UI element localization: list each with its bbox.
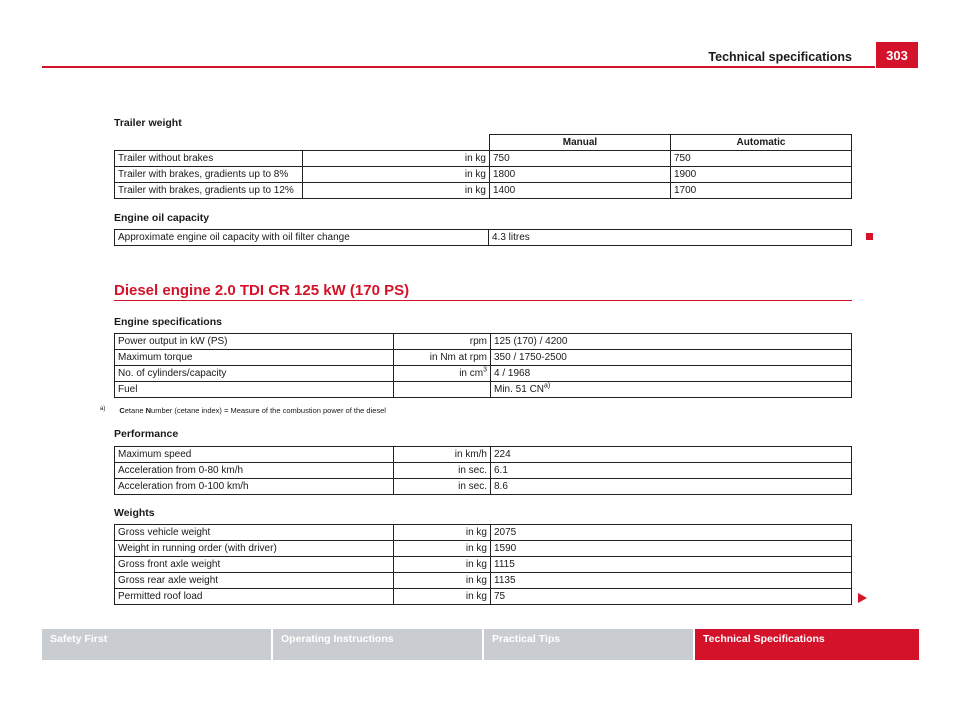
section-end-marker <box>866 233 873 240</box>
manual-value: 1800 <box>490 167 671 183</box>
row-value: 224 <box>491 447 852 463</box>
table-row <box>115 183 852 199</box>
row-label: Gross rear axle weight <box>115 573 394 589</box>
footnote-text: umber (cetane index) = Measure of the combustion power of the diesel <box>151 406 386 415</box>
row-value: 8.6 <box>491 479 852 495</box>
performance-table <box>114 446 852 495</box>
row-value: 2075 <box>491 525 852 541</box>
engine-spec-table <box>114 333 852 398</box>
unit-superscript: 3 <box>483 366 487 374</box>
blank-header-cell <box>115 135 490 151</box>
footnote-emphasis-c: C <box>119 406 125 415</box>
table-row <box>115 525 852 541</box>
table-row <box>115 463 852 479</box>
row-value: 4.3 litres <box>489 230 852 246</box>
row-value: 350 / 1750-2500 <box>491 350 852 366</box>
table-row <box>115 366 852 382</box>
row-label: No. of cylinders/capacity <box>115 366 394 382</box>
performance-heading: Performance <box>114 428 179 440</box>
table-row <box>115 447 852 463</box>
row-value: 1590 <box>491 541 852 557</box>
row-value: 4 / 1968 <box>491 366 852 382</box>
footer-nav <box>42 629 919 660</box>
row-value: 75 <box>491 589 852 605</box>
row-label: Maximum torque <box>115 350 394 366</box>
table-row <box>115 151 852 167</box>
table-row <box>115 557 852 573</box>
header-rule <box>42 66 875 68</box>
row-unit: in sec. <box>394 479 491 495</box>
row-label: Gross front axle weight <box>115 557 394 573</box>
footer-tab-operating-instructions[interactable]: Operating Instructions <box>273 629 482 660</box>
table-row <box>115 334 852 350</box>
row-unit <box>394 366 491 382</box>
row-value: 1115 <box>491 557 852 573</box>
row-label: Fuel <box>115 382 394 398</box>
table-row <box>115 167 852 183</box>
row-label: Approximate engine oil capacity with oil filter change <box>115 230 489 246</box>
trailer-weight-table <box>114 134 852 199</box>
table-header-row <box>115 135 852 151</box>
manual-value: 1400 <box>490 183 671 199</box>
footnote-reference: a) <box>544 382 551 390</box>
weights-heading: Weights <box>114 507 155 519</box>
column-header-automatic: Automatic <box>671 135 852 151</box>
page-number: 303 <box>876 42 918 68</box>
row-unit: in kg <box>394 589 491 605</box>
row-unit: in kg <box>394 525 491 541</box>
continue-arrow-icon <box>858 593 867 603</box>
row-value: 1135 <box>491 573 852 589</box>
row-unit: in kg <box>394 541 491 557</box>
oil-capacity-heading: Engine oil capacity <box>114 212 210 224</box>
table-row <box>115 589 852 605</box>
row-label: Maximum speed <box>115 447 394 463</box>
row-unit: in kg <box>394 573 491 589</box>
automatic-value: 1700 <box>671 183 852 199</box>
weights-table <box>114 524 852 605</box>
section-title: Diesel engine 2.0 TDI CR 125 kW (170 PS) <box>114 282 410 299</box>
row-label: Weight in running order (with driver) <box>115 541 394 557</box>
row-unit: in kg <box>302 151 490 167</box>
row-unit: in kg <box>302 183 490 199</box>
trailer-weight-heading: Trailer weight <box>114 117 182 129</box>
column-header-manual: Manual <box>490 135 671 151</box>
row-label: Acceleration from 0-80 km/h <box>115 463 394 479</box>
oil-capacity-table <box>114 229 852 246</box>
footnote-text-part: etane <box>124 406 146 415</box>
footnote <box>100 405 386 415</box>
row-value <box>491 382 852 398</box>
table-row <box>115 479 852 495</box>
unit-text: in cm <box>459 368 484 379</box>
row-label: Trailer without brakes <box>115 151 303 167</box>
row-value: 6.1 <box>491 463 852 479</box>
manual-value: 750 <box>490 151 671 167</box>
automatic-value: 1900 <box>671 167 852 183</box>
row-unit: in kg <box>394 557 491 573</box>
row-label: Trailer with brakes, gradients up to 8% <box>115 167 303 183</box>
footer-tab-technical-specifications[interactable]: Technical Specifications <box>695 629 919 660</box>
row-value: 125 (170) / 4200 <box>491 334 852 350</box>
footer-tab-practical-tips[interactable]: Practical Tips <box>484 629 693 660</box>
engine-spec-heading: Engine specifications <box>114 316 222 328</box>
section-title-rule <box>114 300 852 301</box>
table-row <box>115 350 852 366</box>
row-unit <box>394 382 491 398</box>
row-unit: rpm <box>394 334 491 350</box>
table-row <box>115 541 852 557</box>
row-unit: in kg <box>302 167 490 183</box>
table-row <box>115 573 852 589</box>
page-header-title: Technical specifications <box>708 50 852 64</box>
row-label: Acceleration from 0-100 km/h <box>115 479 394 495</box>
value-text: Min. 51 CN <box>494 384 545 395</box>
table-row <box>115 230 852 246</box>
row-unit: in Nm at rpm <box>394 350 491 366</box>
row-unit: in sec. <box>394 463 491 479</box>
row-label: Permitted roof load <box>115 589 394 605</box>
row-label: Trailer with brakes, gradients up to 12% <box>115 183 303 199</box>
footnote-mark: a) <box>100 405 106 412</box>
row-unit: in km/h <box>394 447 491 463</box>
row-label: Gross vehicle weight <box>115 525 394 541</box>
automatic-value: 750 <box>671 151 852 167</box>
row-label: Power output in kW (PS) <box>115 334 394 350</box>
footnote-emphasis-n: N <box>145 406 152 415</box>
table-row <box>115 382 852 398</box>
footer-tab-safety-first[interactable]: Safety First <box>42 629 271 660</box>
